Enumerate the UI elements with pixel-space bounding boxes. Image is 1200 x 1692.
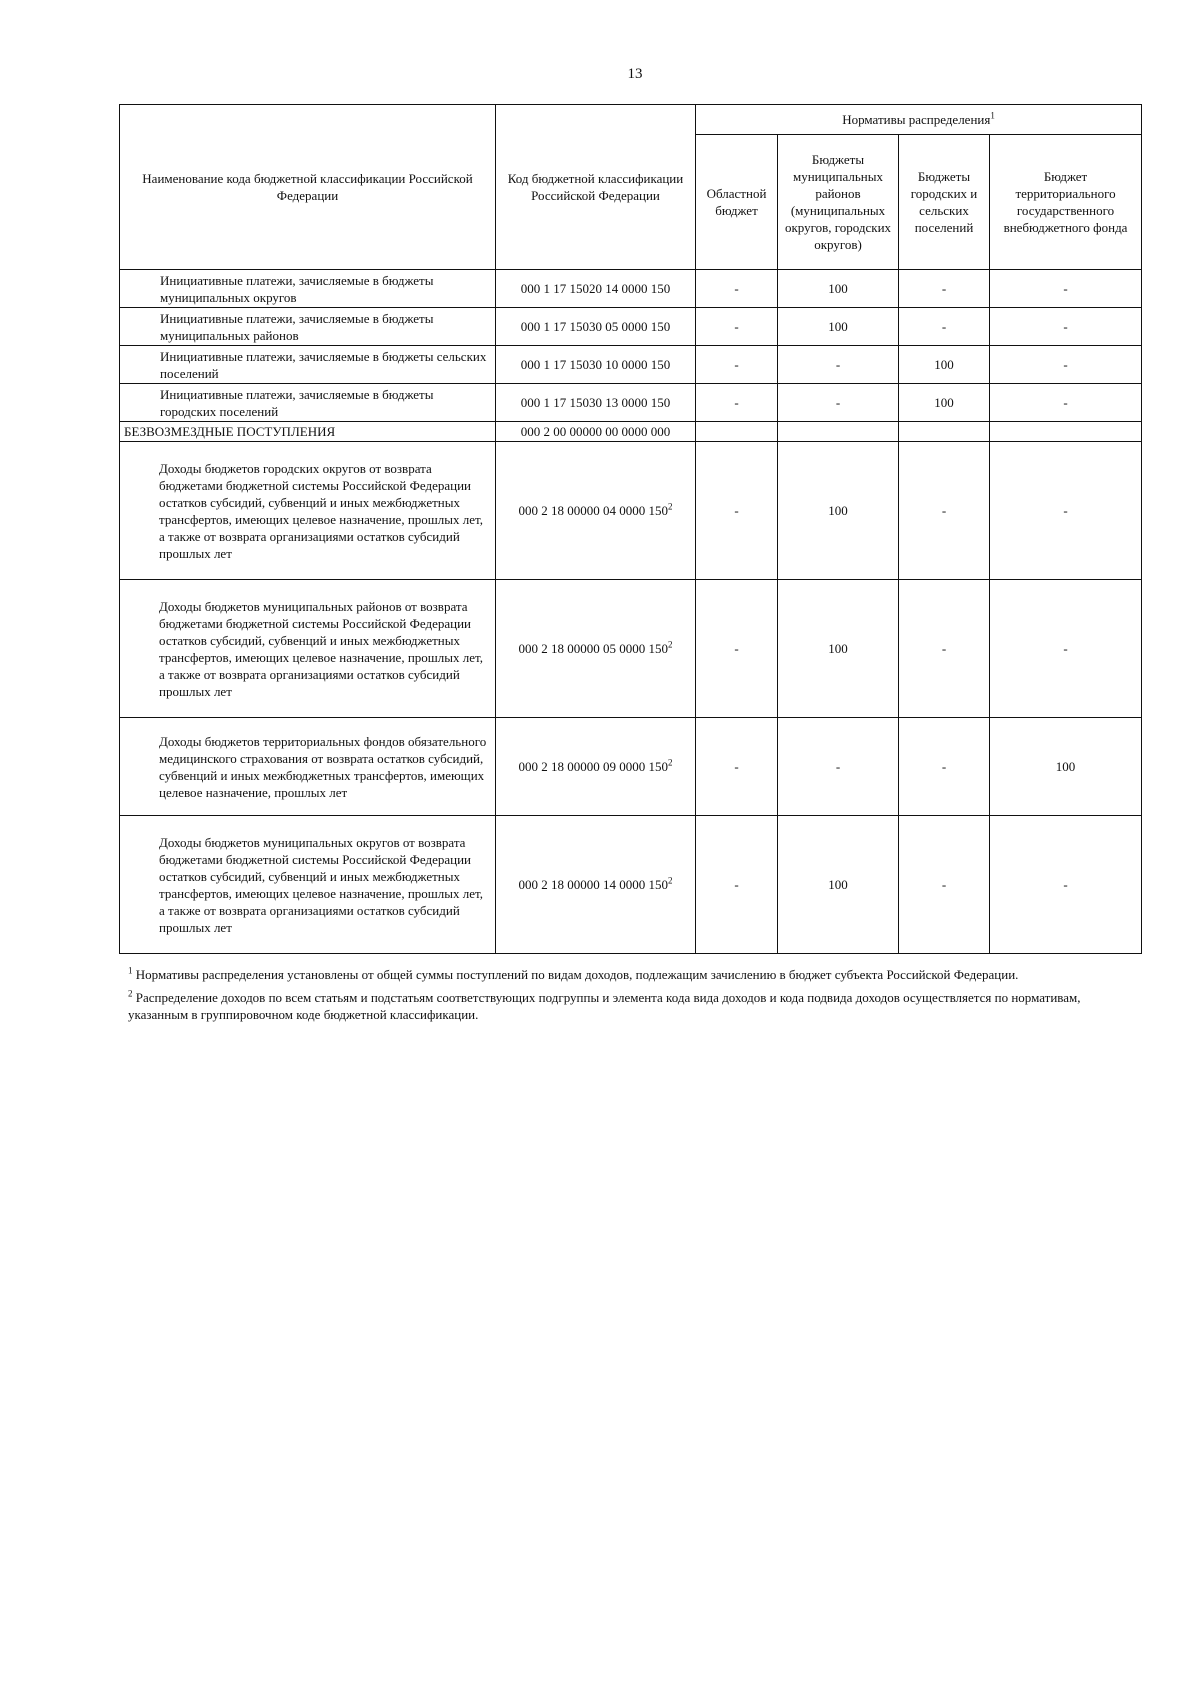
row-code: 000 2 18 00000 04 0000 $150^2$	[496, 442, 696, 580]
row-urban-rural: -	[899, 580, 990, 718]
header-code: Код бюджетной классификации Российской Федерации	[496, 105, 696, 270]
header-urban-rural: Бюджеты городских и сельских поселений	[899, 135, 990, 270]
header-norms-group: Нормативы распределения$^1$	[696, 105, 1142, 135]
row-code: 000 2 18 00000 05 0000 $150^2$	[496, 580, 696, 718]
header-regional: Областной бюджет	[696, 135, 778, 270]
row-regional: -	[696, 442, 778, 580]
footnote-ref: 1	[990, 110, 995, 121]
row-regional: -	[696, 718, 778, 816]
row-municipal	[778, 422, 899, 442]
row-name: Доходы бюджетов городских округов от возврата бюджетами бюджетной системы Российской Федерации остатков субсидий, субвенций и иных межбюджетных трансфертов, имеющих целевое назначение, прошлых лет, а также от возврата организациями остатков субсидий прошлых лет	[120, 442, 496, 580]
row-code: 000 2 18 00000 09 0000 $150^2$	[496, 718, 696, 816]
row-name: Доходы бюджетов территориальных фондов обязательного медицинского страхования от возврата остатков субсидий, субвенций и иных межбюджетных трансфертов, имеющих целевое назначение, прошлых лет	[120, 718, 496, 816]
table-row	[120, 346, 1142, 384]
row-code: 000 2 18 00000 14 0000 $150^2$	[496, 816, 696, 954]
row-fund: -	[990, 816, 1142, 954]
table-row	[120, 384, 1142, 422]
row-urban-rural: -	[899, 442, 990, 580]
header-territorial-fund: Бюджет территориального государственного внебюджетного фонда	[990, 135, 1142, 270]
row-urban-rural: -	[899, 718, 990, 816]
footnotes	[128, 966, 1138, 1029]
row-fund: -	[990, 442, 1142, 580]
row-municipal: -	[778, 718, 899, 816]
footnote-2: $^2$ Распределение доходов по всем статьям и подстатьям соответствующих подгруппы и элемента кода вида доходов и кода подвида доходов осуществляется по нормативам, указанным в группировочном коде бюджетной классификации.	[128, 988, 1081, 1022]
header-municipal-districts: Бюджеты муниципальных районов (муниципальных округов, городских округов)	[778, 135, 899, 270]
table-row	[120, 442, 1142, 580]
row-name: БЕЗВОЗМЕЗДНЫЕ ПОСТУПЛЕНИЯ	[120, 422, 496, 442]
footnote-1: $^1$ Нормативы распределения установлены от общей суммы поступлений по видам доходов, подлежащим зачислению в бюджет субъекта Российской Федерации.	[128, 965, 1019, 982]
row-fund: 100	[990, 718, 1142, 816]
row-urban-rural: -	[899, 308, 990, 346]
row-name: Инициативные платежи, зачисляемые в бюджеты муниципальных округов	[120, 270, 496, 308]
row-urban-rural: -	[899, 270, 990, 308]
row-fund: -	[990, 580, 1142, 718]
row-urban-rural: 100	[899, 346, 990, 384]
footnote-mark: 1	[128, 965, 133, 976]
row-regional: -	[696, 384, 778, 422]
table-row	[120, 308, 1142, 346]
row-regional: -	[696, 270, 778, 308]
header-name: Наименование кода бюджетной классификации Российской Федерации	[120, 105, 496, 270]
row-regional: -	[696, 816, 778, 954]
footnote-mark: 2	[128, 988, 133, 999]
row-urban-rural: -	[899, 816, 990, 954]
row-name: Инициативные платежи, зачисляемые в бюджеты муниципальных районов	[120, 308, 496, 346]
row-fund: -	[990, 270, 1142, 308]
row-regional: -	[696, 580, 778, 718]
row-regional: -	[696, 308, 778, 346]
row-name: Инициативные платежи, зачисляемые в бюджеты городских поселений	[120, 384, 496, 422]
table-row-section	[120, 422, 1142, 442]
table-row	[120, 270, 1142, 308]
table-row	[120, 816, 1142, 954]
row-code: 000 1 17 15030 10 0000 150	[496, 346, 696, 384]
row-municipal: 100	[778, 308, 899, 346]
table-row	[120, 580, 1142, 718]
row-fund: -	[990, 384, 1142, 422]
row-code: 000 1 17 15020 14 0000 150	[496, 270, 696, 308]
row-regional	[696, 422, 778, 442]
table-row	[120, 718, 1142, 816]
row-municipal: 100	[778, 816, 899, 954]
row-code: 000 1 17 15030 05 0000 150	[496, 308, 696, 346]
row-fund: -	[990, 308, 1142, 346]
row-name: Доходы бюджетов муниципальных округов от возврата бюджетами бюджетной системы Российской Федерации остатков субсидий, субвенций и иных межбюджетных трансфертов, имеющих целевое назначение, прошлых лет, а также от возврата организациями остатков субсидий прошлых лет	[120, 816, 496, 954]
row-code: 000 2 00 00000 00 0000 000	[496, 422, 696, 442]
row-regional: -	[696, 346, 778, 384]
row-municipal: 100	[778, 270, 899, 308]
row-municipal: -	[778, 384, 899, 422]
row-name: Доходы бюджетов муниципальных районов от возврата бюджетами бюджетной системы Российской Федерации остатков субсидий, субвенций и иных межбюджетных трансфертов, имеющих целевое назначение, прошлых лет, а также от возврата организациями остатков субсидий прошлых лет	[120, 580, 496, 718]
row-code: 000 1 17 15030 13 0000 150	[496, 384, 696, 422]
row-municipal: 100	[778, 580, 899, 718]
row-fund	[990, 422, 1142, 442]
budget-classification-table	[119, 104, 1142, 954]
row-municipal: -	[778, 346, 899, 384]
row-name: Инициативные платежи, зачисляемые в бюджеты сельских поселений	[120, 346, 496, 384]
page-number: 13	[627, 66, 643, 82]
row-urban-rural: 100	[899, 384, 990, 422]
row-fund: -	[990, 346, 1142, 384]
row-municipal: 100	[778, 442, 899, 580]
row-urban-rural	[899, 422, 990, 442]
